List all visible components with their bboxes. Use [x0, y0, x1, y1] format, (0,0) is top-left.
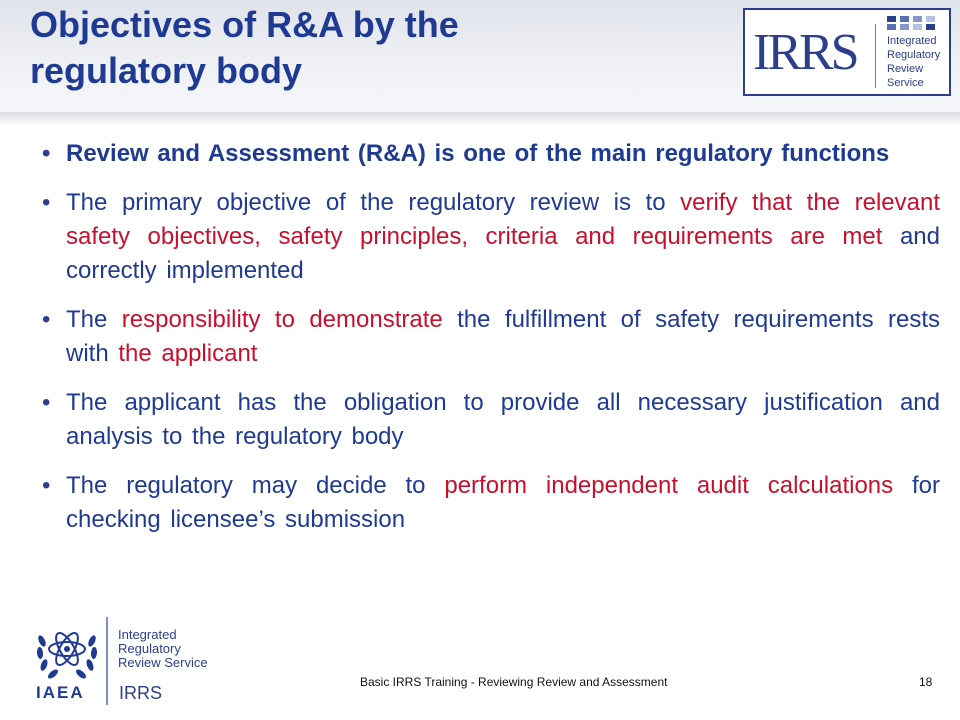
- iaea-emblem-icon: [32, 619, 102, 685]
- logo-service-line: Integrated: [887, 35, 937, 47]
- logo-service-line: Service: [887, 77, 924, 89]
- logo-square: [900, 24, 909, 30]
- footer-service-line: Regulatory: [118, 641, 181, 656]
- bullet-text: The applicant has the obligation to provide all necessary justification and analysis to the regulatory body: [66, 389, 940, 450]
- footer-service-text: [118, 628, 208, 670]
- logo-squares-icon: [887, 16, 947, 34]
- bullet-text: The primary objective of the regulatory review is to: [66, 189, 681, 216]
- logo-square: [887, 16, 896, 22]
- irrs-wordmark: IRRS: [753, 24, 857, 81]
- bullet-text: Review and Assessment (R&A) is one of the main regulatory functions: [66, 140, 890, 167]
- bullet-dot-icon: •: [42, 306, 51, 333]
- bullet-dot-icon: •: [42, 189, 51, 216]
- logo-square: [900, 16, 909, 22]
- logo-square: [913, 16, 922, 22]
- bullet-text: the fulfillment of safety requirements rests with: [66, 306, 941, 367]
- header-shadow: [0, 112, 960, 126]
- bullet-list: [42, 137, 940, 552]
- logo-square: [926, 24, 935, 30]
- title-line-2: regulatory body: [30, 50, 303, 91]
- bullet-text: The: [66, 306, 122, 333]
- logo-service-line: Review: [887, 63, 924, 75]
- logo-square: [926, 16, 935, 22]
- bullet-text: The regulatory may decide to: [66, 472, 445, 499]
- bullet-item: [42, 303, 940, 371]
- irrs-logo: [743, 8, 951, 96]
- footer-service-line: Review Service: [118, 655, 208, 670]
- bullet-dot-icon: •: [42, 472, 51, 499]
- iaea-wordmark: IAEA: [36, 683, 85, 702]
- page-number: 18: [919, 675, 933, 689]
- bullet-text: and correctly implemented: [66, 223, 940, 284]
- slide-title: [30, 2, 720, 94]
- logo-service-line: Regulatory: [887, 49, 941, 61]
- footer-text: Basic IRRS Training - Reviewing Review and Assessment: [360, 675, 668, 689]
- highlighted-text: perform independent audit calculations: [444, 472, 894, 499]
- footer-irrs-acronym: IRRS: [119, 683, 163, 703]
- footer-logo-divider: [106, 617, 108, 705]
- logo-service-text: [887, 34, 949, 90]
- logo-square: [913, 24, 922, 30]
- bullet-item: [42, 186, 940, 288]
- logo-square: [887, 24, 896, 30]
- bullet-item: [42, 137, 940, 171]
- logo-divider: [875, 24, 876, 88]
- highlighted-text: responsibility to demonstrate: [121, 306, 443, 333]
- highlighted-text: the applicant: [118, 340, 258, 367]
- highlighted-text: verify that the relevant safety objectives, safety principles, criteria and requirements are met: [66, 189, 940, 250]
- bullet-item: [42, 469, 940, 537]
- bullet-dot-icon: •: [42, 140, 51, 167]
- bullet-dot-icon: •: [42, 389, 51, 416]
- footer-service-line: Integrated: [118, 627, 177, 642]
- bullet-text: for checking licensee’s submission: [66, 472, 940, 533]
- iaea-irrs-footer-logo: [30, 613, 208, 709]
- title-line-1: Objectives of R&A by the: [30, 4, 459, 45]
- bullet-item: [42, 386, 940, 454]
